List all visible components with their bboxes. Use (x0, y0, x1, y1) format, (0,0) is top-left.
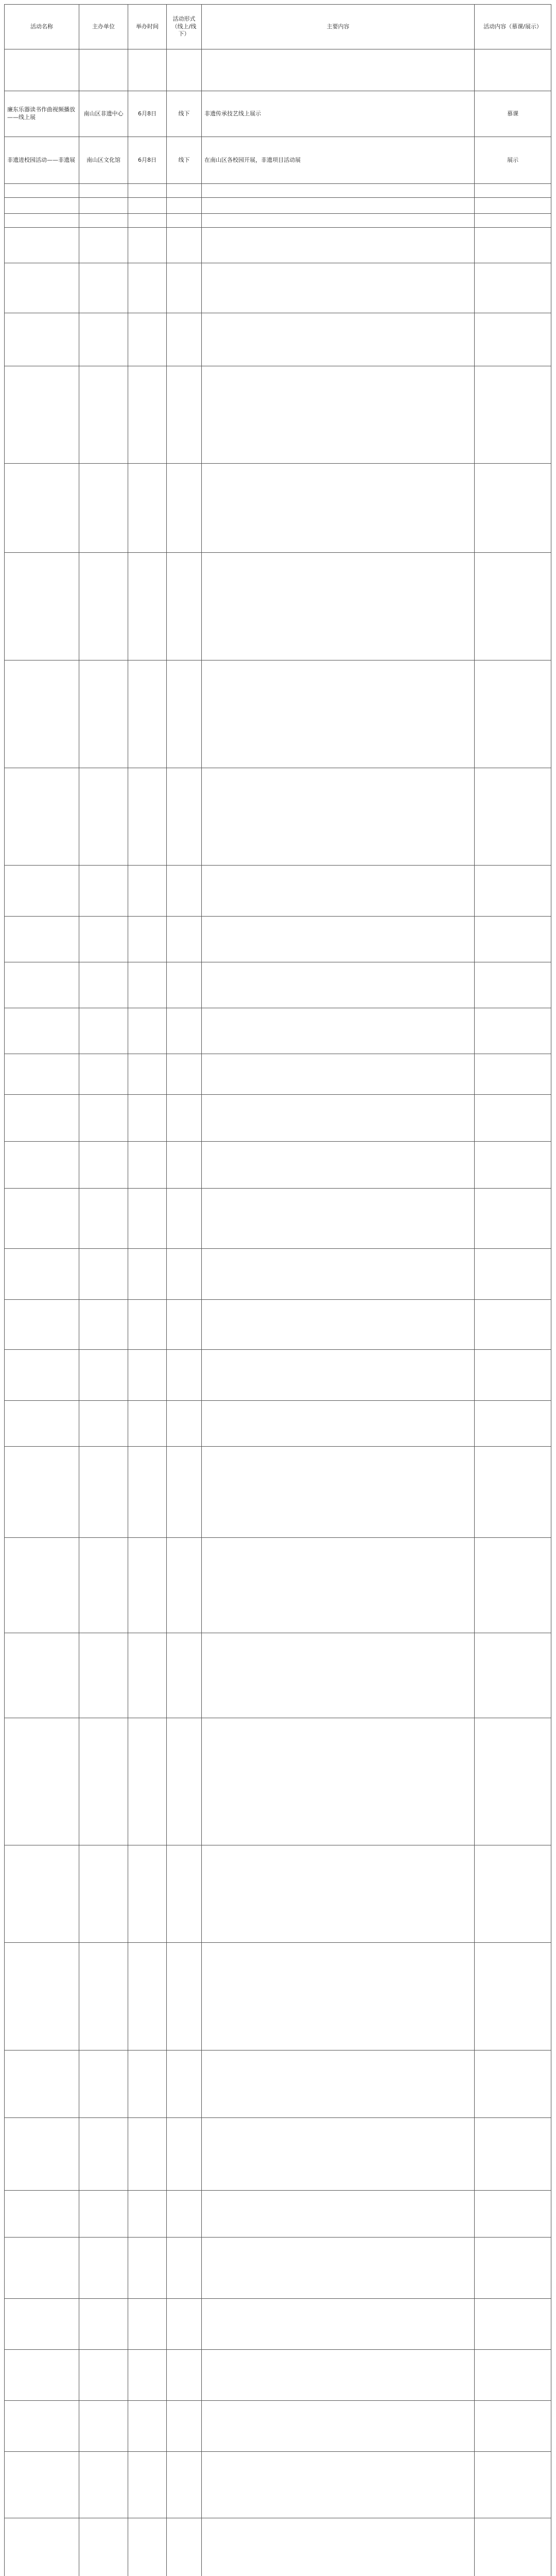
cell-form (167, 2518, 202, 2576)
cell-type (475, 2299, 551, 2350)
table-row (5, 184, 551, 198)
table-row (5, 137, 551, 184)
cell-content (202, 1008, 475, 1054)
cell-time (128, 313, 167, 366)
cell-type (475, 2401, 551, 2452)
cell-form (167, 917, 202, 962)
cell-form (167, 1845, 202, 1943)
cell-time (128, 184, 167, 198)
cell-type (475, 962, 551, 1008)
cell-organizer (79, 962, 128, 1008)
cell-form (167, 962, 202, 1008)
cell-type (475, 1538, 551, 1633)
cell-type (475, 2238, 551, 2299)
header-activity-name: 活动名称 (5, 5, 79, 49)
cell-time: 6月8日 (128, 91, 167, 137)
cell-activity-name (5, 464, 79, 553)
cell-activity-name (5, 1189, 79, 1249)
cell-time (128, 2299, 167, 2350)
cell-activity-name (5, 366, 79, 464)
table-row (5, 1008, 551, 1054)
cell-time (128, 1538, 167, 1633)
cell-time (128, 1054, 167, 1095)
cell-time (128, 768, 167, 866)
cell-form (167, 1189, 202, 1249)
cell-form (167, 2350, 202, 2401)
cell-activity-name (5, 1718, 79, 1845)
cell-organizer (79, 184, 128, 198)
cell-form (167, 1401, 202, 1447)
cell-content (202, 228, 475, 263)
cell-organizer (79, 768, 128, 866)
cell-content (202, 313, 475, 366)
cell-form (167, 263, 202, 313)
cell-organizer (79, 1718, 128, 1845)
cell-time (128, 49, 167, 91)
cell-type (475, 866, 551, 917)
cell-type (475, 1845, 551, 1943)
table-row (5, 1249, 551, 1300)
cell-activity-name: 廉东乐器读书作曲视频播放——线上展 (5, 91, 79, 137)
table-row (5, 1633, 551, 1718)
cell-time (128, 1350, 167, 1401)
cell-organizer (79, 2050, 128, 2118)
cell-form (167, 1300, 202, 1350)
activity-table-sheet (4, 4, 551, 2576)
cell-activity-name (5, 198, 79, 214)
cell-form (167, 214, 202, 228)
cell-type (475, 1142, 551, 1189)
cell-organizer (79, 866, 128, 917)
cell-content (202, 1447, 475, 1538)
cell-activity-name (5, 768, 79, 866)
cell-type (475, 1943, 551, 2050)
cell-time (128, 917, 167, 962)
cell-form (167, 553, 202, 660)
cell-content (202, 917, 475, 962)
cell-form (167, 866, 202, 917)
cell-time (128, 1718, 167, 1845)
cell-activity-name (5, 1095, 79, 1142)
cell-activity-name (5, 1845, 79, 1943)
cell-content (202, 263, 475, 313)
cell-time (128, 214, 167, 228)
cell-time (128, 1142, 167, 1189)
cell-activity-name (5, 1943, 79, 2050)
cell-form (167, 1054, 202, 1095)
cell-type (475, 49, 551, 91)
cell-time (128, 1845, 167, 1943)
cell-type (475, 1095, 551, 1142)
cell-form (167, 313, 202, 366)
cell-organizer (79, 2452, 128, 2518)
cell-activity-name (5, 2350, 79, 2401)
cell-time (128, 2050, 167, 2118)
cell-form (167, 366, 202, 464)
cell-type (475, 366, 551, 464)
table-row (5, 464, 551, 553)
table-row (5, 1095, 551, 1142)
cell-form (167, 2191, 202, 2238)
cell-activity-name (5, 917, 79, 962)
cell-form (167, 2238, 202, 2299)
cell-type (475, 2452, 551, 2518)
cell-type (475, 184, 551, 198)
table-row (5, 2299, 551, 2350)
cell-time (128, 2118, 167, 2191)
table-row (5, 1447, 551, 1538)
cell-content (202, 214, 475, 228)
table-row (5, 768, 551, 866)
cell-content (202, 660, 475, 768)
cell-activity-name (5, 1401, 79, 1447)
table-row (5, 962, 551, 1008)
cell-organizer (79, 366, 128, 464)
table-row (5, 2518, 551, 2576)
cell-type (475, 1350, 551, 1401)
cell-organizer (79, 313, 128, 366)
cell-type (475, 1718, 551, 1845)
cell-type (475, 1447, 551, 1538)
cell-form (167, 49, 202, 91)
table-row (5, 2238, 551, 2299)
cell-type (475, 2050, 551, 2118)
cell-content (202, 1401, 475, 1447)
cell-form (167, 184, 202, 198)
cell-form (167, 660, 202, 768)
cell-type (475, 1249, 551, 1300)
cell-type (475, 2191, 551, 2238)
cell-form (167, 2452, 202, 2518)
header-form: 活动形式（线上/线下） (167, 5, 202, 49)
cell-organizer (79, 553, 128, 660)
cell-content (202, 2452, 475, 2518)
cell-form (167, 1350, 202, 1401)
cell-organizer (79, 1095, 128, 1142)
cell-activity-name (5, 2299, 79, 2350)
table-row (5, 2191, 551, 2238)
cell-time (128, 1249, 167, 1300)
cell-type (475, 1401, 551, 1447)
cell-activity-name (5, 2518, 79, 2576)
table-row (5, 1300, 551, 1350)
cell-activity-name (5, 660, 79, 768)
cell-time (128, 2191, 167, 2238)
cell-time (128, 553, 167, 660)
cell-content (202, 1350, 475, 1401)
table-row (5, 1189, 551, 1249)
cell-activity-name (5, 263, 79, 313)
cell-type (475, 660, 551, 768)
cell-form (167, 1447, 202, 1538)
activity-table (4, 4, 551, 2576)
cell-form (167, 2401, 202, 2452)
cell-type (475, 464, 551, 553)
cell-time (128, 2518, 167, 2576)
cell-form: 线下 (167, 91, 202, 137)
cell-type (475, 1008, 551, 1054)
cell-activity-name (5, 1249, 79, 1300)
cell-activity-name: 非遗进校园活动——非遗展 (5, 137, 79, 184)
cell-time (128, 1633, 167, 1718)
cell-activity-name (5, 184, 79, 198)
table-row (5, 1054, 551, 1095)
cell-content (202, 2401, 475, 2452)
cell-content (202, 2350, 475, 2401)
cell-content (202, 1718, 475, 1845)
cell-activity-name (5, 2238, 79, 2299)
table-row (5, 1718, 551, 1845)
cell-content (202, 1054, 475, 1095)
cell-organizer (79, 1447, 128, 1538)
cell-time (128, 228, 167, 263)
cell-activity-name (5, 1300, 79, 1350)
cell-organizer (79, 464, 128, 553)
cell-organizer (79, 2191, 128, 2238)
cell-organizer (79, 1845, 128, 1943)
cell-content (202, 1538, 475, 1633)
cell-organizer (79, 198, 128, 214)
table-row (5, 49, 551, 91)
cell-activity-name (5, 962, 79, 1008)
cell-content (202, 1845, 475, 1943)
table-row (5, 660, 551, 768)
table-row (5, 1142, 551, 1189)
cell-type (475, 263, 551, 313)
cell-content (202, 1095, 475, 1142)
cell-form (167, 1249, 202, 1300)
cell-activity-name (5, 2401, 79, 2452)
cell-organizer (79, 1189, 128, 1249)
cell-time (128, 1189, 167, 1249)
cell-time (128, 464, 167, 553)
cell-type: 慕课 (475, 91, 551, 137)
cell-content (202, 1943, 475, 2050)
cell-content (202, 1142, 475, 1189)
cell-activity-name (5, 2452, 79, 2518)
table-row (5, 1943, 551, 2050)
cell-time (128, 1943, 167, 2050)
cell-content (202, 768, 475, 866)
cell-type (475, 2518, 551, 2576)
cell-time (128, 866, 167, 917)
cell-time (128, 1447, 167, 1538)
table-row (5, 1538, 551, 1633)
cell-organizer (79, 2401, 128, 2452)
cell-time (128, 660, 167, 768)
cell-organizer (79, 1142, 128, 1189)
cell-content (202, 1300, 475, 1350)
cell-type (475, 1633, 551, 1718)
table-row (5, 1350, 551, 1401)
cell-time (128, 962, 167, 1008)
header-content: 主要内容 (202, 5, 475, 49)
cell-form (167, 1538, 202, 1633)
cell-activity-name (5, 553, 79, 660)
cell-form (167, 2050, 202, 2118)
cell-form (167, 1718, 202, 1845)
table-row (5, 2118, 551, 2191)
cell-content (202, 962, 475, 1008)
cell-content (202, 366, 475, 464)
table-row (5, 2050, 551, 2118)
cell-form (167, 2299, 202, 2350)
table-row (5, 866, 551, 917)
cell-form: 线下 (167, 137, 202, 184)
cell-type (475, 214, 551, 228)
cell-activity-name (5, 1633, 79, 1718)
cell-time (128, 198, 167, 214)
cell-activity-name (5, 49, 79, 91)
cell-organizer (79, 1300, 128, 1350)
cell-content (202, 1249, 475, 1300)
cell-organizer (79, 2238, 128, 2299)
cell-organizer (79, 1350, 128, 1401)
cell-activity-name (5, 1142, 79, 1189)
cell-organizer (79, 2518, 128, 2576)
cell-organizer: 南山区文化馆 (79, 137, 128, 184)
table-row (5, 214, 551, 228)
cell-activity-name (5, 866, 79, 917)
table-row (5, 2452, 551, 2518)
cell-form (167, 1943, 202, 2050)
cell-time (128, 2452, 167, 2518)
cell-organizer (79, 228, 128, 263)
cell-activity-name (5, 1538, 79, 1633)
cell-form (167, 1142, 202, 1189)
cell-organizer (79, 2118, 128, 2191)
cell-content (202, 2299, 475, 2350)
cell-content (202, 2518, 475, 2576)
cell-content (202, 2050, 475, 2118)
cell-organizer (79, 49, 128, 91)
cell-content (202, 184, 475, 198)
cell-time (128, 366, 167, 464)
table-row (5, 313, 551, 366)
table-row (5, 263, 551, 313)
cell-time (128, 1095, 167, 1142)
cell-organizer (79, 1054, 128, 1095)
cell-activity-name (5, 2191, 79, 2238)
cell-organizer (79, 263, 128, 313)
cell-organizer (79, 917, 128, 962)
cell-organizer (79, 1008, 128, 1054)
cell-time: 6月8日 (128, 137, 167, 184)
cell-organizer (79, 1633, 128, 1718)
table-body (5, 49, 551, 2576)
cell-type (475, 1300, 551, 1350)
cell-type (475, 1054, 551, 1095)
table-row (5, 553, 551, 660)
cell-type (475, 198, 551, 214)
cell-form (167, 1633, 202, 1718)
cell-content (202, 198, 475, 214)
cell-type (475, 2350, 551, 2401)
cell-activity-name (5, 313, 79, 366)
cell-time (128, 1300, 167, 1350)
cell-time (128, 263, 167, 313)
table-row (5, 366, 551, 464)
cell-time (128, 2401, 167, 2452)
cell-organizer (79, 214, 128, 228)
cell-form (167, 198, 202, 214)
table-row (5, 198, 551, 214)
table-row (5, 1401, 551, 1447)
cell-content (202, 464, 475, 553)
table-row (5, 2401, 551, 2452)
cell-time (128, 1401, 167, 1447)
cell-content: 在南山区各校园开展，非遗项目活动展 (202, 137, 475, 184)
cell-form (167, 464, 202, 553)
cell-type (475, 917, 551, 962)
cell-type (475, 313, 551, 366)
cell-activity-name (5, 214, 79, 228)
cell-content (202, 2238, 475, 2299)
cell-organizer (79, 2350, 128, 2401)
cell-content (202, 49, 475, 91)
cell-content (202, 553, 475, 660)
cell-organizer (79, 660, 128, 768)
cell-time (128, 2238, 167, 2299)
table-row (5, 91, 551, 137)
cell-activity-name (5, 2050, 79, 2118)
cell-type (475, 768, 551, 866)
table-header-row (5, 5, 551, 49)
cell-organizer (79, 1249, 128, 1300)
cell-form (167, 2118, 202, 2191)
cell-type: 展示 (475, 137, 551, 184)
cell-content: 非遗传承技艺线上展示 (202, 91, 475, 137)
header-time: 举办时间 (128, 5, 167, 49)
cell-time (128, 1008, 167, 1054)
cell-organizer (79, 1538, 128, 1633)
cell-form (167, 768, 202, 866)
cell-content (202, 1189, 475, 1249)
cell-form (167, 1008, 202, 1054)
cell-organizer (79, 2299, 128, 2350)
cell-content (202, 1633, 475, 1718)
cell-content (202, 2191, 475, 2238)
cell-activity-name (5, 1350, 79, 1401)
table-row (5, 1845, 551, 1943)
cell-activity-name (5, 2118, 79, 2191)
cell-form (167, 228, 202, 263)
cell-form (167, 1095, 202, 1142)
cell-organizer (79, 1943, 128, 2050)
cell-type (475, 228, 551, 263)
cell-activity-name (5, 1447, 79, 1538)
header-type: 活动内容（慕课/展示） (475, 5, 551, 49)
cell-activity-name (5, 1054, 79, 1095)
cell-organizer: 南山区非遗中心 (79, 91, 128, 137)
cell-type (475, 553, 551, 660)
table-row (5, 2350, 551, 2401)
header-organizer: 主办单位 (79, 5, 128, 49)
cell-organizer (79, 1401, 128, 1447)
cell-type (475, 2118, 551, 2191)
cell-activity-name (5, 1008, 79, 1054)
cell-content (202, 866, 475, 917)
table-row (5, 917, 551, 962)
cell-type (475, 1189, 551, 1249)
table-row (5, 228, 551, 263)
cell-time (128, 2350, 167, 2401)
cell-content (202, 2118, 475, 2191)
cell-activity-name (5, 228, 79, 263)
